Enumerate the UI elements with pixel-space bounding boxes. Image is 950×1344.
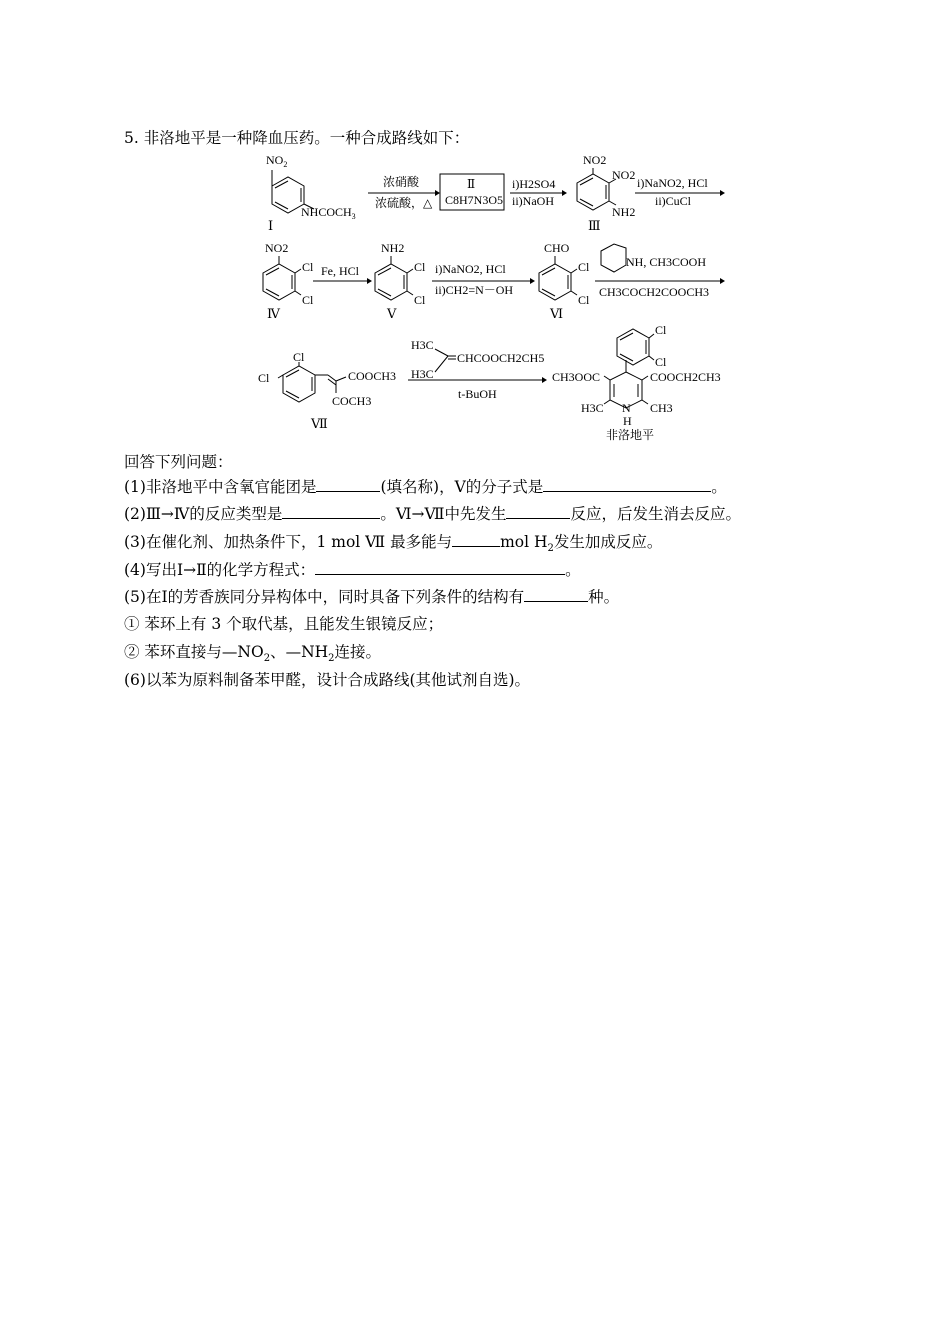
cmpd-V-nh2: NH2 <box>381 241 405 255</box>
label-III: Ⅲ <box>588 218 601 233</box>
ring-product-aryl <box>617 329 649 365</box>
step5-reagent: i)NaNO2, HCl <box>435 262 506 276</box>
cmpd-VII-cl2: Cl <box>258 371 270 385</box>
step3-reagent: i)NaNO2, HCl <box>637 176 708 190</box>
cmpd-VII-ketone: COCH3 <box>332 394 372 408</box>
cmpd-VI-cl1: Cl <box>578 260 590 274</box>
answer-blank-2b[interactable] <box>506 504 570 519</box>
answer-blank-3[interactable] <box>452 532 500 547</box>
box-II-number: Ⅱ <box>467 177 476 191</box>
step3-condition: ii)CuCl <box>655 194 692 208</box>
cmpd-I-substituent: $NHCOCH_3$ <box>301 205 356 221</box>
answer-blank-5[interactable] <box>524 587 588 602</box>
ring-VI <box>539 264 571 300</box>
label-VI: Ⅵ <box>550 306 564 321</box>
step4-reagent: Fe, HCl <box>321 264 360 278</box>
question-2: (2)Ⅲ→Ⅳ的反应类型是 。Ⅵ→Ⅶ中先发生 反应，后发生消去反应。 <box>124 505 741 523</box>
product-methyl-right: CH3 <box>650 401 673 415</box>
cmpd-VI-cho: CHO <box>544 241 570 255</box>
question-title: 5. 非洛地平是一种降血压药。一种合成路线如下： <box>124 129 470 147</box>
product-left-ester: CH3OOC <box>552 370 601 384</box>
label-IV: Ⅳ <box>267 306 280 321</box>
cmpd-IV-cl2: Cl <box>302 293 314 307</box>
step1-reagent: 浓硝酸 <box>383 175 420 189</box>
ring-V <box>375 264 407 300</box>
ring-I <box>272 177 304 213</box>
intro-line: 回答下列问题： <box>124 453 233 471</box>
box-II-formula: C8H7N3O5 <box>445 193 504 207</box>
answer-blank-1a[interactable] <box>316 477 380 492</box>
step6-reagent: NH, CH3COOH <box>626 255 707 269</box>
step7-reagent-ester: CHCOOCH2CH5 <box>457 351 545 365</box>
label-V: Ⅴ <box>387 306 397 321</box>
condition-2: ② 苯环直接与$—NO_2$、$—NH_2$连接。 <box>124 643 382 665</box>
cmpd-VII-cl1: Cl <box>293 350 305 364</box>
synthesis-scheme <box>250 148 740 443</box>
step6-condition: CH3COCH2COOCH3 <box>599 285 710 299</box>
label-I: Ⅰ <box>268 218 274 233</box>
step1-condition: 浓硫酸，△ <box>375 196 433 210</box>
cmpd-I-no2: $NO_2$ <box>266 153 288 169</box>
cmpd-III-no2-top: NO2 <box>583 153 607 167</box>
condition-1: ① 苯环上有 3 个取代基，且能发生银镜反应； <box>124 615 444 633</box>
step7-reagent-me1: H3C <box>411 338 434 352</box>
step2-reagent: i)H2SO4 <box>512 177 556 191</box>
cmpd-V-cl2: Cl <box>414 293 426 307</box>
ring-III <box>577 174 609 210</box>
cmpd-V-cl1: Cl <box>414 260 426 274</box>
ring-VII <box>283 366 315 402</box>
cmpd-IV-cl1: Cl <box>302 260 314 274</box>
question-4: (4)写出Ⅰ→Ⅱ的化学方程式： 。 <box>124 561 581 579</box>
answer-blank-4[interactable] <box>315 560 565 575</box>
cmpd-IV-no2: NO2 <box>265 241 289 255</box>
label-VII: Ⅶ <box>311 416 328 431</box>
question-1: (1)非洛地平中含氧官能团是 (填名称)，Ⅴ的分子式是 。 <box>124 478 727 496</box>
product-h: H <box>623 414 632 428</box>
product-cl1: Cl <box>655 323 667 337</box>
product-cl2: Cl <box>655 355 667 369</box>
cmpd-III-no2-side: NO2 <box>612 168 636 182</box>
ring-IV <box>263 264 295 300</box>
label-product: 非洛地平 <box>606 428 655 442</box>
question-6: (6)以苯为原料制备苯甲醛，设计合成路线(其他试剂自选)。 <box>124 671 531 689</box>
step7-reagent-me2: H3C <box>411 367 434 381</box>
product-methyl-left: H3C <box>581 401 604 415</box>
step2-condition: ii)NaOH <box>512 194 554 208</box>
cmpd-III-nh2: NH2 <box>612 205 636 219</box>
step7-solvent: t-BuOH <box>458 387 497 401</box>
answer-blank-2a[interactable] <box>282 504 380 519</box>
step5-condition: ii)CH2=N－OH <box>435 283 514 297</box>
product-right-ester: COOCH2CH3 <box>650 370 721 384</box>
product-n: N <box>622 401 631 415</box>
cmpd-VI-cl2: Cl <box>578 293 590 307</box>
question-5: (5)在Ⅰ的芳香族同分异构体中，同时具备下列条件的结构有 种。 <box>124 588 620 606</box>
cmpd-VII-ester: COOCH3 <box>348 369 397 383</box>
piperidine-ring <box>601 244 626 272</box>
answer-blank-1b[interactable] <box>543 477 711 492</box>
question-3: (3)在催化剂、加热条件下，1 mol Ⅶ 最多能与 mol $H_2$发生加成反应。 <box>124 533 663 555</box>
